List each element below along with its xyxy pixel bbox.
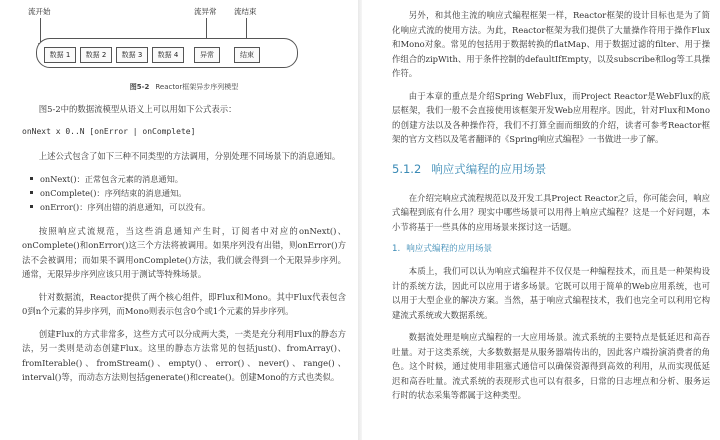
left-page — [0, 0, 358, 440]
list-item: onNext()：正常包含元素的消息通知。 — [30, 172, 346, 186]
data-item-box: 数据 4 — [152, 47, 184, 63]
section-number: 5.1.2 — [392, 161, 422, 176]
paragraph: 上述公式包含了如下三种不同类型的方法调用，分别处理不同场景下的消息通知。 — [38, 151, 341, 161]
label-stream-end: 流结束 — [234, 7, 257, 16]
paragraph: 图5-2中的数据流模型从语义上可以用如下公式表示： — [38, 104, 237, 114]
list-item: onComplete()：序列结束的消息通知。 — [30, 186, 346, 200]
subsection-title: 响应式编程的应用场景 — [406, 244, 493, 254]
figure-number: 图5-2 — [129, 83, 150, 91]
paragraph: 由于本章的重点是介绍Spring WebFlux，而Project Reactor是WebFlux的底层框架，我们一般不会直接使用该框架开发Web应用程序。因此，针对Flux和Mono的创建方法以及各种操作符，我们不打算全面而细致的介绍，读者可参考Reactor框架的官方文档以及笔者翻译的《Spring响应式编程》一书做进一步了解。 — [392, 90, 710, 144]
async-sequence-diagram — [22, 2, 346, 80]
figure-caption — [22, 82, 346, 92]
section-heading — [392, 161, 710, 177]
error-box: 异常 — [194, 47, 220, 63]
formula: onNext x 0..N [onError | onComplete] — [22, 126, 196, 136]
subsection-heading — [392, 242, 710, 254]
bullet-list — [30, 172, 346, 214]
paragraph: 数据流处理是响应式编程的一大应用场景。流式系统的主要特点是低延迟和高吞吐量。对于这类系统，大多数数据是从服务器端传出的，因此客户端扮演消费者的角色。这个时候，通过使用非阻塞式通信可以确保资源得到高效的利用，从而实现低延迟和高吞吐量。流式系统的表现形式也可以有很多，日常的日志埋点和分析、服务运行时的状态采集等都属于这种类型。 — [392, 332, 710, 400]
data-item-box: 数据 1 — [44, 47, 76, 63]
end-box: 结束 — [234, 47, 260, 63]
paragraph: 针对数据流，Reactor提供了两个核心组件，即Flux和Mono。其中Flux代表包含0到n个元素的异步序列，而Mono则表示包含0个或1个元素的异步序列。 — [22, 291, 346, 316]
paragraph: 本质上，我们可以认为响应式编程并不仅仅是一种编程技术，而且是一种架构设计的系统方法，因此可以应用于诸多场景。它既可以用于简单的Web应用系统，也可以用于大型企业的解决方案。当然，基于响应式编程技术，我们也完全可以利用它构建流式系统或大数据系统。 — [392, 266, 710, 320]
label-stream-error: 流异常 — [194, 7, 217, 16]
paragraph: 在介绍完响应式流程规范以及开发工具Project Reactor之后，你可能会问，响应式编程到底有什么用？现实中哪些场景可以用得上响应式编程？这是一个好问题，本小节将基于一些具体的应用场景来探讨这一话题。 — [392, 192, 710, 232]
right-page — [362, 0, 720, 440]
paragraph: 按照响应式流规范，当这些消息通知产生时，订阅者中对应的onNext()、onComplete()和onError()这三个方法将被调用。如果序列没有出错，则onError()方法不会被调用；而如果不调用onComplete()方法，我们就会得到一个无限异步序列。通常，无限异步序列应该只用于测试等特殊场景。 — [22, 225, 346, 279]
subsection-number: 1. — [392, 244, 401, 254]
paragraph: 创建Flux的方式非常多，这些方式可以分成两大类，一类是充分利用Flux的静态方法，另一类则是动态创建Flux。这里的静态方法常见的包括just()、fromArray()、fromIterable()、fromStream()、empty()、error()、never()、range()、interval()等，而动态方法则包括generate()和create()。创建Mono的方式也类似。 — [22, 328, 346, 382]
paragraph: 另外，和其他主流的响应式编程框架一样，Reactor框架的设计目标也是为了简化响应式流的使用方法。为此，Reactor框架为我们提供了大量操作符用于操作Flux和Mono对象。常见的包括用于数据转换的flatMap、用于数据过滤的filter、用于操作组合的zipWith、用于条件控制的defaultIfEmpty，以及subscribe和log等工具操作符。 — [392, 10, 710, 78]
section-title: 响应式编程的应用场景 — [431, 161, 547, 176]
data-item-box: 数据 3 — [116, 47, 148, 63]
data-item-box: 数据 2 — [80, 47, 112, 63]
label-stream-start: 流开始 — [28, 7, 51, 16]
figure-caption-text: Reactor框架异步序列模型 — [155, 83, 239, 91]
list-item: onError()：序列出错的消息通知，可以没有。 — [30, 200, 346, 214]
